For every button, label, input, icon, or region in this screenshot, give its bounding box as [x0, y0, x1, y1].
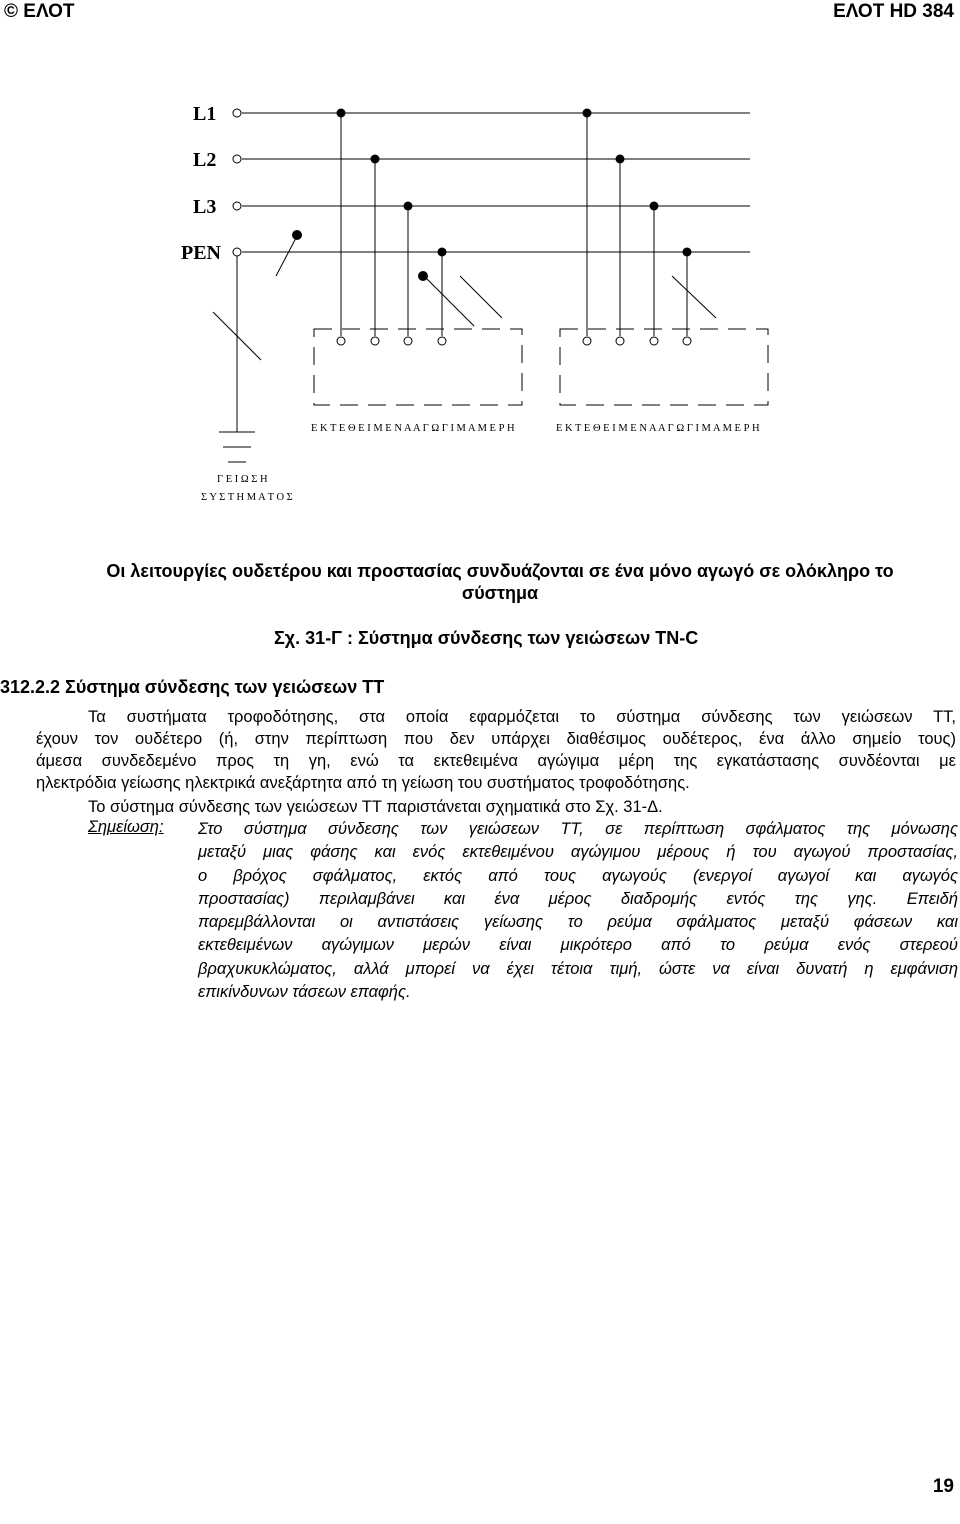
- conductor-label-l1: L1: [193, 103, 217, 125]
- tn-c-diagram: [0, 80, 960, 510]
- note-line: μεταξύ μιας φάσης και ενός εκτεθειμένου αγώγιμου μέρους ή του αγωγού προστασίας,: [198, 843, 958, 862]
- earthing-label-line1: Γ Ε Ι Ω Σ Η: [217, 474, 268, 485]
- page-number: 19: [932, 1476, 954, 1497]
- note-line: επικίνδυνων τάσεων επαφής.: [198, 983, 411, 1002]
- paragraph-2-line: Το σύστημα σύνδεσης των γειώσεων ΤΤ παριστάνεται σχηματικά στο Σχ. 31-Δ.: [88, 798, 663, 816]
- note-line: εκτεθειμένων αγώγιμων μερών είναι μικρότερο από το ρεύμα ενός στερεού: [198, 936, 958, 955]
- terminal-l2: [233, 155, 241, 163]
- note-line: παρεμβάλλονται οι αντιστάσεις γείωσης το ρεύμα σφάλματος μεταξύ φάσεων και: [198, 913, 958, 932]
- earthing-label-line2: Σ Υ Σ Τ Η Μ Α Τ Ο Σ: [201, 492, 293, 503]
- terminal-l3: [233, 202, 241, 210]
- paragraph-1: [36, 706, 956, 794]
- note-line: Στο σύστημα σύνδεσης των γειώσεων ΤΤ, σε περίπτωση σφάλματος της μόνωσης: [198, 820, 958, 838]
- paragraph-1-line: ηλεκτρόδια γείωσης ηλεκτρικά ανεξάρτητα από τη γείωση του συστήματος τροφοδότησης.: [36, 774, 690, 792]
- note-label: Σημείωση:: [88, 818, 164, 836]
- paragraph-1-line: Τα συστήματα τροφοδότησης, στα οποία εφαρμόζεται το σύστημα σύνδεσης των γειώσεων ΤΤ,: [88, 708, 956, 726]
- conductor-label-l2: L2: [193, 149, 217, 171]
- caption-line-1: Οι λειτουργίες ουδετέρου και προστασίας συνδυάζονται σε ένα μόνο αγωγό σε ολόκληρο το: [106, 561, 894, 581]
- paragraph-1-line: άμεσα συνδεδεμένο προς τη γη, ενώ τα εκτεθειμένα αγώγιμα μέρη της εγκατάστασης συνδέονται με: [36, 752, 956, 770]
- caption-line-2: σύστημα: [461, 583, 539, 603]
- exposed-parts-label-left: Ε Κ Τ Ε Θ Ε Ι Μ Ε Ν Α Α Γ Ω Γ Ι Μ Α Μ Ε Ρ Η: [311, 423, 515, 434]
- note-line: βραχυκυκλώματος, αλλά μπορεί να έχει τέτοια τιμή, ώστε να είναι δυνατή η εμφάνιση: [198, 959, 958, 978]
- note-line: ο βρόχος σφάλματος, εκτός από τους αγωγούς (ενεργοί αγωγοί και αγωγός: [198, 866, 958, 885]
- note-body: [198, 818, 958, 1004]
- paragraph-1-line: έχουν τον ουδέτερο (ή, στην περίπτωση που δεν υπάρχει διαθέσιμος ουδέτερος, ένα άλλο σημείο τους): [36, 730, 956, 748]
- section-heading: 312.2.2 Σύστημα σύνδεσης των γειώσεων ΤΤ: [0, 677, 385, 697]
- exposed-parts-label-right: Ε Κ Τ Ε Θ Ε Ι Μ Ε Ν Α Α Γ Ω Γ Ι Μ Α Μ Ε Ρ Η: [556, 423, 760, 434]
- source-earth-slash: [276, 236, 297, 276]
- conductor-label-pen: PEN: [181, 242, 221, 264]
- conductor-label-l3: L3: [193, 196, 217, 218]
- terminal-pen: [233, 248, 241, 256]
- header-left: © ΕΛΟΤ: [4, 1, 75, 22]
- terminal-l1: [233, 109, 241, 117]
- paragraph-2: [88, 796, 948, 818]
- figure-label: Σχ. 31-Γ : Σύστημα σύνδεσης των γειώσεων TN-C: [274, 628, 699, 648]
- note-line: προστασίας) περιλαμβάνει και ένα μέρος διαδρομής εντός της γης. Επειδή: [198, 889, 958, 908]
- header-right: ΕΛΟΤ HD 384: [833, 1, 954, 22]
